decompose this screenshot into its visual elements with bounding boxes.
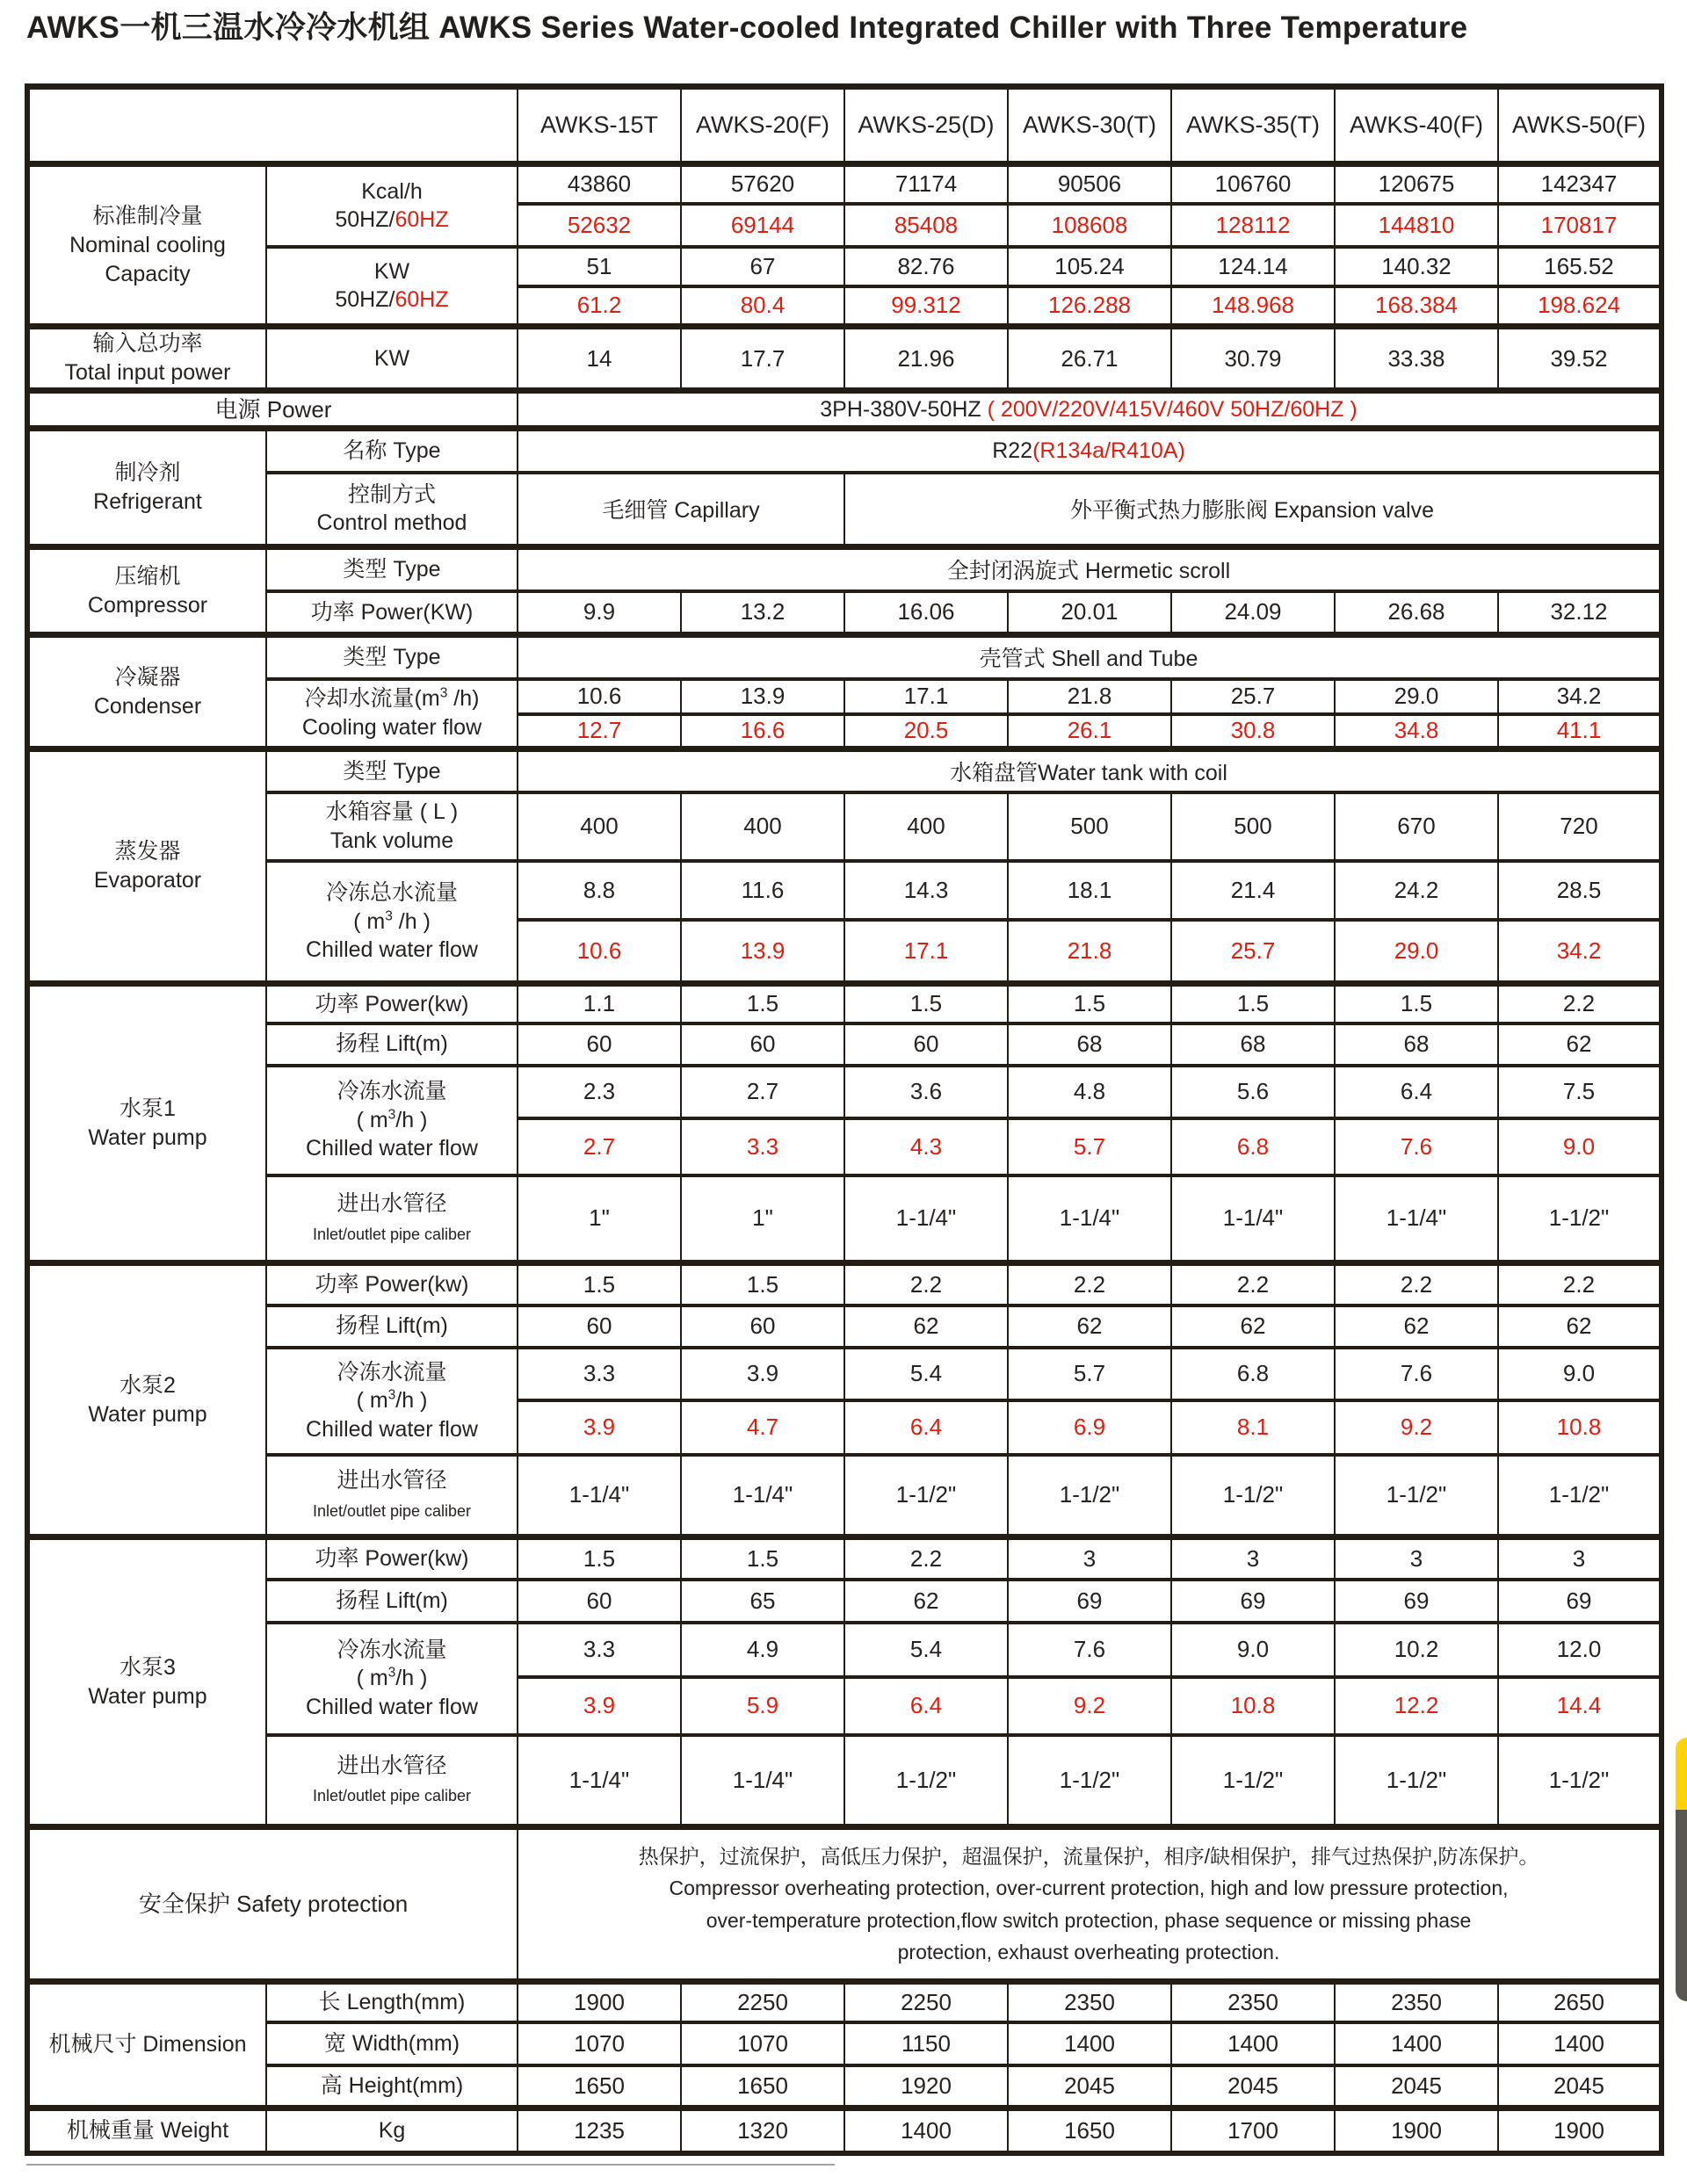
table-shadow-line [26, 2164, 835, 2166]
sub-label-cell: 冷冻水流量 ( $m^3/h$ ) Chilled water flow [266, 1066, 518, 1175]
value-cell: 41.1 [1498, 714, 1662, 749]
value-cell: 62 [1008, 1305, 1171, 1348]
value-cell: 30.8 [1171, 714, 1335, 749]
value-cell: 1" [518, 1175, 681, 1263]
sub-label-cell: 扬程 Lift(m) [266, 1023, 518, 1066]
value-cell: 1700 [1171, 2108, 1335, 2153]
value-cell: 60 [681, 1305, 844, 1348]
value-cell: 1400 [1335, 2022, 1498, 2065]
value-cell: 1-1/2" [1498, 1455, 1662, 1537]
value-cell: 60 [844, 1023, 1008, 1066]
item-label-cell: 压缩机 Compressor [27, 547, 266, 635]
value-cell: 2045 [1335, 2065, 1498, 2108]
sub-label-cell: 宽 Width(mm) [266, 2022, 518, 2065]
value-cell: 1-1/4" [681, 1455, 844, 1537]
value-cell: 65 [681, 1580, 844, 1623]
value-cell: 1.5 [681, 1537, 844, 1580]
value-cell: 2350 [1335, 1982, 1498, 2022]
value-cell: 4.3 [844, 1118, 1008, 1175]
value-cell: 7.6 [1335, 1118, 1498, 1175]
value-cell: 69 [1498, 1580, 1662, 1623]
value-cell: 60 [518, 1580, 681, 1623]
value-cell: 8.8 [518, 861, 681, 920]
value-cell: 4.9 [681, 1623, 844, 1677]
value-cell: 62 [1498, 1023, 1662, 1066]
value-cell: 1235 [518, 2108, 681, 2153]
value-cell: 2.2 [1498, 1263, 1662, 1305]
value-cell: 1.5 [518, 1537, 681, 1580]
item-label-cell: 机械尺寸 Dimension [27, 1982, 266, 2108]
sub-label-cell: 水箱容量 ( L ) Tank volume [266, 792, 518, 861]
value-cell: 1-1/2" [1335, 1735, 1498, 1827]
value-cell: 1900 [1498, 2108, 1662, 2153]
value-cell: 1900 [518, 1982, 681, 2022]
page-title: AWKS一机三温水冷冷水机组 AWKS Series Water-cooled Integrated Chiller with Three Temperature [26, 11, 1468, 45]
value-cell: 52632 [518, 204, 681, 247]
value-cell: 1320 [681, 2108, 844, 2153]
value-cell: 60 [518, 1023, 681, 1066]
model-header-cell: AWKS-35(T) [1171, 87, 1335, 164]
value-cell: 13.2 [681, 591, 844, 635]
value-cell: 4.8 [1008, 1066, 1171, 1118]
edge-bar-yellow-segment [1676, 1738, 1687, 1810]
value-cell: 6.9 [1008, 1400, 1171, 1455]
item-label-cell: 冷凝器 Condenser [27, 635, 266, 749]
value-cell: 26.68 [1335, 591, 1498, 635]
model-header-cell: AWKS-50(F) [1498, 87, 1662, 164]
value-cell: 148.968 [1171, 286, 1335, 327]
value-cell: 62 [844, 1580, 1008, 1623]
item-label-cell: 蒸发器 Evaporator [27, 749, 266, 984]
merged-value-cell: 全封闭涡旋式 Hermetic scroll [518, 547, 1662, 591]
sub-label-cell: Kg [266, 2108, 518, 2153]
value-cell: 9.0 [1498, 1118, 1662, 1175]
value-cell: 69 [1171, 1580, 1335, 1623]
value-cell: 1-1/4" [1171, 1175, 1335, 1263]
value-cell: 1650 [681, 2065, 844, 2108]
value-cell: 2045 [1171, 2065, 1335, 2108]
value-cell: 10.6 [518, 679, 681, 714]
value-cell: 1-1/4" [681, 1735, 844, 1827]
value-cell: 11.6 [681, 861, 844, 920]
item-label-cell: 水泵2 Water pump [27, 1263, 266, 1537]
value-cell: 500 [1171, 792, 1335, 861]
value-cell: 165.52 [1498, 247, 1662, 286]
value-cell: 80.4 [681, 286, 844, 327]
value-cell: 68 [1008, 1023, 1171, 1066]
value-cell: 68 [1335, 1023, 1498, 1066]
spec-table [25, 83, 1664, 2156]
value-cell: 51 [518, 247, 681, 286]
value-cell: 1-1/2" [1008, 1735, 1171, 1827]
safety-text-cell: 热保护，过流保护，高低压力保护，超温保护，流量保护，相序/缺相保护，排气过热保护,防冻保护。 Compressor overheating protection, over-current protection, high and low pressure protection, over-temperature protection,flow switch protection, phase sequence or missing phase protection, exhaust overheating protection. [518, 1827, 1662, 1982]
value-cell: 1.1 [518, 984, 681, 1023]
value-cell: 10.8 [1171, 1677, 1335, 1735]
value-cell: 5.7 [1008, 1118, 1171, 1175]
value-cell: 126.288 [1008, 286, 1171, 327]
value-cell: 34.8 [1335, 714, 1498, 749]
value-cell: 14.3 [844, 861, 1008, 920]
value-cell: 1.5 [1171, 984, 1335, 1023]
value-cell: 3.6 [844, 1066, 1008, 1118]
value-cell: 3 [1171, 1537, 1335, 1580]
value-cell: 120675 [1335, 164, 1498, 204]
edge-decoration-bar [1676, 1738, 1687, 2001]
sub-label-cell: 扬程 Lift(m) [266, 1580, 518, 1623]
value-cell: 2250 [681, 1982, 844, 2022]
value-cell: 9.0 [1171, 1623, 1335, 1677]
value-cell: 8.1 [1171, 1400, 1335, 1455]
value-cell: 21.96 [844, 327, 1008, 391]
merged-value-cell: 外平衡式热力膨胀阀 Expansion valve [844, 473, 1662, 547]
value-cell: 68 [1171, 1023, 1335, 1066]
model-axis-label: 型号 Model [323, 105, 452, 133]
value-cell: 2.7 [681, 1066, 844, 1118]
value-cell: 69144 [681, 204, 844, 247]
value-cell: 71174 [844, 164, 1008, 204]
value-cell: 1650 [1008, 2108, 1171, 2153]
value-cell: 1920 [844, 2065, 1008, 2108]
model-header-cell: AWKS-25(D) [844, 87, 1008, 164]
value-cell: 3.9 [518, 1677, 681, 1735]
sub-label-cell: Kcal/h 50HZ/60HZ [266, 164, 518, 247]
value-cell: 168.384 [1335, 286, 1498, 327]
item-label-cell: 机械重量 Weight [27, 2108, 266, 2153]
value-cell: 670 [1335, 792, 1498, 861]
value-cell: 3 [1335, 1537, 1498, 1580]
value-cell: 5.6 [1171, 1066, 1335, 1118]
value-cell: 17.1 [844, 679, 1008, 714]
sub-label-cell: 长 Length(mm) [266, 1982, 518, 2022]
value-cell: 6.8 [1171, 1118, 1335, 1175]
value-cell: 24.09 [1171, 591, 1335, 635]
value-cell: 2.2 [1171, 1263, 1335, 1305]
value-cell: 1-1/2" [1335, 1455, 1498, 1537]
value-cell: 34.2 [1498, 920, 1662, 984]
value-cell: 2.7 [518, 1118, 681, 1175]
value-cell: 1150 [844, 2022, 1008, 2065]
merged-value-cell: 壳管式 Shell and Tube [518, 635, 1662, 679]
sub-label-cell: 进出水管径 Inlet/outlet pipe caliber [266, 1735, 518, 1827]
sub-label-cell: 功率 Power(kw) [266, 1263, 518, 1305]
value-cell: 60 [681, 1023, 844, 1066]
value-cell: 30.79 [1171, 327, 1335, 391]
value-cell: 9.9 [518, 591, 681, 635]
value-cell: 144810 [1335, 204, 1498, 247]
value-cell: 62 [1171, 1305, 1335, 1348]
value-cell: 32.12 [1498, 591, 1662, 635]
value-cell: 9.2 [1008, 1677, 1171, 1735]
value-cell: 69 [1008, 1580, 1171, 1623]
value-cell: 12.2 [1335, 1677, 1498, 1735]
value-cell: 1650 [518, 2065, 681, 2108]
value-cell: 6.4 [1335, 1066, 1498, 1118]
value-cell: 10.8 [1498, 1400, 1662, 1455]
value-cell: 82.76 [844, 247, 1008, 286]
value-cell: 1-1/4" [1335, 1175, 1498, 1263]
value-cell: 1-1/4" [1008, 1175, 1171, 1263]
value-cell: 6.8 [1171, 1348, 1335, 1400]
sub-label-cell: 控制方式 Control method [266, 473, 518, 547]
model-header-cell: AWKS-30(T) [1008, 87, 1171, 164]
value-cell: 2.2 [1335, 1263, 1498, 1305]
merged-value-cell: 毛细管 Capillary [518, 473, 844, 547]
value-cell: 13.9 [681, 920, 844, 984]
value-cell: 2045 [1008, 2065, 1171, 2108]
value-cell: 1400 [844, 2108, 1008, 2153]
sub-label-cell: 冷冻水流量 ( $m^3/h$ ) Chilled water flow [266, 1348, 518, 1455]
value-cell: 2.3 [518, 1066, 681, 1118]
value-cell: 2350 [1171, 1982, 1335, 2022]
value-cell: 198.624 [1498, 286, 1662, 327]
sub-label-cell: 冷却水流量($m^3$ /h) Cooling water flow [266, 679, 518, 749]
value-cell: 25.7 [1171, 679, 1335, 714]
value-cell: 1.5 [1335, 984, 1498, 1023]
value-cell: 106760 [1171, 164, 1335, 204]
value-cell: 1.5 [518, 1263, 681, 1305]
sub-label-cell: 进出水管径 Inlet/outlet pipe caliber [266, 1455, 518, 1537]
value-cell: 170817 [1498, 204, 1662, 247]
sub-label-cell: 类型 Type [266, 635, 518, 679]
value-cell: 16.06 [844, 591, 1008, 635]
value-cell: 1-1/4" [844, 1175, 1008, 1263]
sub-label-cell: 名称 Type [266, 429, 518, 473]
value-cell: 34.2 [1498, 679, 1662, 714]
value-cell: 2.2 [1498, 984, 1662, 1023]
value-cell: 90506 [1008, 164, 1171, 204]
value-cell: 5.9 [681, 1677, 844, 1735]
value-cell: 3.9 [681, 1348, 844, 1400]
value-cell: 6.4 [844, 1677, 1008, 1735]
merged-value-cell: R22(R134a/R410A) [518, 429, 1662, 473]
sub-label-cell: 功率 Power(kw) [266, 984, 518, 1023]
value-cell: 60 [518, 1305, 681, 1348]
sub-label-cell: 高 Height(mm) [266, 2065, 518, 2108]
value-cell: 1070 [681, 2022, 844, 2065]
value-cell: 1-1/2" [844, 1455, 1008, 1537]
value-cell: 21.8 [1008, 679, 1171, 714]
value-cell: 57620 [681, 164, 844, 204]
item-axis-label: 项目 Item [60, 120, 168, 148]
value-cell: 39.52 [1498, 327, 1662, 391]
item-label-cell: 输入总功率 Total input power [27, 327, 266, 391]
value-cell: 1-1/2" [1498, 1735, 1662, 1827]
value-cell: 25.7 [1171, 920, 1335, 984]
value-cell: 1.5 [1008, 984, 1171, 1023]
value-cell: 7.6 [1008, 1623, 1171, 1677]
value-cell: 13.9 [681, 679, 844, 714]
value-cell: 12.7 [518, 714, 681, 749]
value-cell: 28.5 [1498, 861, 1662, 920]
sub-label-cell: KW 50HZ/60HZ [266, 247, 518, 327]
value-cell: 14 [518, 327, 681, 391]
value-cell: 67 [681, 247, 844, 286]
model-header-cell: AWKS-15T [518, 87, 681, 164]
value-cell: 3.9 [518, 1400, 681, 1455]
value-cell: 62 [1335, 1305, 1498, 1348]
value-cell: 1-1/4" [518, 1455, 681, 1537]
value-cell: 500 [1008, 792, 1171, 861]
value-cell: 21.4 [1171, 861, 1335, 920]
value-cell: 21.8 [1008, 920, 1171, 984]
value-cell: 20.01 [1008, 591, 1171, 635]
value-cell: 108608 [1008, 204, 1171, 247]
value-cell: 24.2 [1335, 861, 1498, 920]
merged-value-cell: 3PH-380V-50HZ ( 200V/220V/415V/460V 50HZ/60HZ ) [518, 391, 1662, 429]
value-cell: 3 [1008, 1537, 1171, 1580]
value-cell: 10.6 [518, 920, 681, 984]
value-cell: 128112 [1171, 204, 1335, 247]
value-cell: 1.5 [681, 1263, 844, 1305]
model-header-cell: AWKS-20(F) [681, 87, 844, 164]
item-label-cell: 制冷剂 Refrigerant [27, 429, 266, 547]
value-cell: 5.4 [844, 1348, 1008, 1400]
value-cell: 17.7 [681, 327, 844, 391]
value-cell: 3.3 [681, 1118, 844, 1175]
item-label-cell: 水泵1 Water pump [27, 984, 266, 1263]
sub-label-cell: 进出水管径 Inlet/outlet pipe caliber [266, 1175, 518, 1263]
value-cell: 400 [844, 792, 1008, 861]
value-cell: 1400 [1498, 2022, 1662, 2065]
value-cell: 142347 [1498, 164, 1662, 204]
item-label-cell: 标准制冷量 Nominal cooling Capacity [27, 164, 266, 327]
value-cell: 124.14 [1171, 247, 1335, 286]
item-label-cell: 安全保护 Safety protection [27, 1827, 518, 1982]
value-cell: 720 [1498, 792, 1662, 861]
value-cell: 18.1 [1008, 861, 1171, 920]
value-cell: 5.4 [844, 1623, 1008, 1677]
value-cell: 20.5 [844, 714, 1008, 749]
value-cell: 1-1/2" [1008, 1455, 1171, 1537]
sub-label-cell: 功率 Power(KW) [266, 591, 518, 635]
value-cell: 9.0 [1498, 1348, 1662, 1400]
value-cell: 29.0 [1335, 920, 1498, 984]
value-cell: 1.5 [844, 984, 1008, 1023]
value-cell: 400 [681, 792, 844, 861]
value-cell: 61.2 [518, 286, 681, 327]
value-cell: 3.3 [518, 1348, 681, 1400]
value-cell: 7.5 [1498, 1066, 1662, 1118]
value-cell: 3.3 [518, 1623, 681, 1677]
value-cell: 29.0 [1335, 679, 1498, 714]
value-cell: 2045 [1498, 2065, 1662, 2108]
value-cell: 2650 [1498, 1982, 1662, 2022]
sub-label-cell: 扬程 Lift(m) [266, 1305, 518, 1348]
value-cell: 16.6 [681, 714, 844, 749]
value-cell: 1-1/2" [844, 1735, 1008, 1827]
value-cell: 12.0 [1498, 1623, 1662, 1677]
sub-label-cell: 冷冻总水流量 ( $m^3$ /h ) Chilled water flow [266, 861, 518, 984]
value-cell: 1070 [518, 2022, 681, 2065]
value-cell: 1.5 [681, 984, 844, 1023]
sub-label-cell: 类型 Type [266, 547, 518, 591]
value-cell: 6.4 [844, 1400, 1008, 1455]
merged-value-cell: 水箱盘管Water tank with coil [518, 749, 1662, 792]
sub-label-cell: 冷冻水流量 ( $m^3/h$ ) Chilled water flow [266, 1623, 518, 1735]
value-cell: 1-1/2" [1171, 1735, 1335, 1827]
value-cell: 3 [1498, 1537, 1662, 1580]
value-cell: 140.32 [1335, 247, 1498, 286]
value-cell: 1900 [1335, 2108, 1498, 2153]
value-cell: 4.7 [681, 1400, 844, 1455]
sub-label-cell: 类型 Type [266, 749, 518, 792]
value-cell: 10.2 [1335, 1623, 1498, 1677]
item-label-cell: 水泵3 Water pump [27, 1537, 266, 1827]
sub-label-cell: KW [266, 327, 518, 391]
value-cell: 2250 [844, 1982, 1008, 2022]
value-cell: 105.24 [1008, 247, 1171, 286]
value-cell: 62 [844, 1305, 1008, 1348]
sub-label-cell: 功率 Power(kw) [266, 1537, 518, 1580]
model-header-cell: AWKS-40(F) [1335, 87, 1498, 164]
value-cell: 1400 [1171, 2022, 1335, 2065]
value-cell: 400 [518, 792, 681, 861]
value-cell: 1" [681, 1175, 844, 1263]
value-cell: 62 [1498, 1305, 1662, 1348]
value-cell: 26.1 [1008, 714, 1171, 749]
value-cell: 33.38 [1335, 327, 1498, 391]
value-cell: 1400 [1008, 2022, 1171, 2065]
corner-header-cell [27, 87, 518, 164]
value-cell: 7.6 [1335, 1348, 1498, 1400]
value-cell: 17.1 [844, 920, 1008, 984]
value-cell: 69 [1335, 1580, 1498, 1623]
value-cell: 1-1/2" [1171, 1455, 1335, 1537]
value-cell: 2.2 [844, 1263, 1008, 1305]
edge-bar-gray-segment [1676, 1810, 1687, 2001]
value-cell: 26.71 [1008, 327, 1171, 391]
value-cell: 99.312 [844, 286, 1008, 327]
value-cell: 2350 [1008, 1982, 1171, 2022]
value-cell: 2.2 [1008, 1263, 1171, 1305]
value-cell: 1-1/2" [1498, 1175, 1662, 1263]
value-cell: 14.4 [1498, 1677, 1662, 1735]
value-cell: 5.7 [1008, 1348, 1171, 1400]
value-cell: 1-1/4" [518, 1735, 681, 1827]
value-cell: 85408 [844, 204, 1008, 247]
value-cell: 9.2 [1335, 1400, 1498, 1455]
item-label-cell: 电源 Power [27, 391, 518, 429]
value-cell: 43860 [518, 164, 681, 204]
value-cell: 2.2 [844, 1537, 1008, 1580]
